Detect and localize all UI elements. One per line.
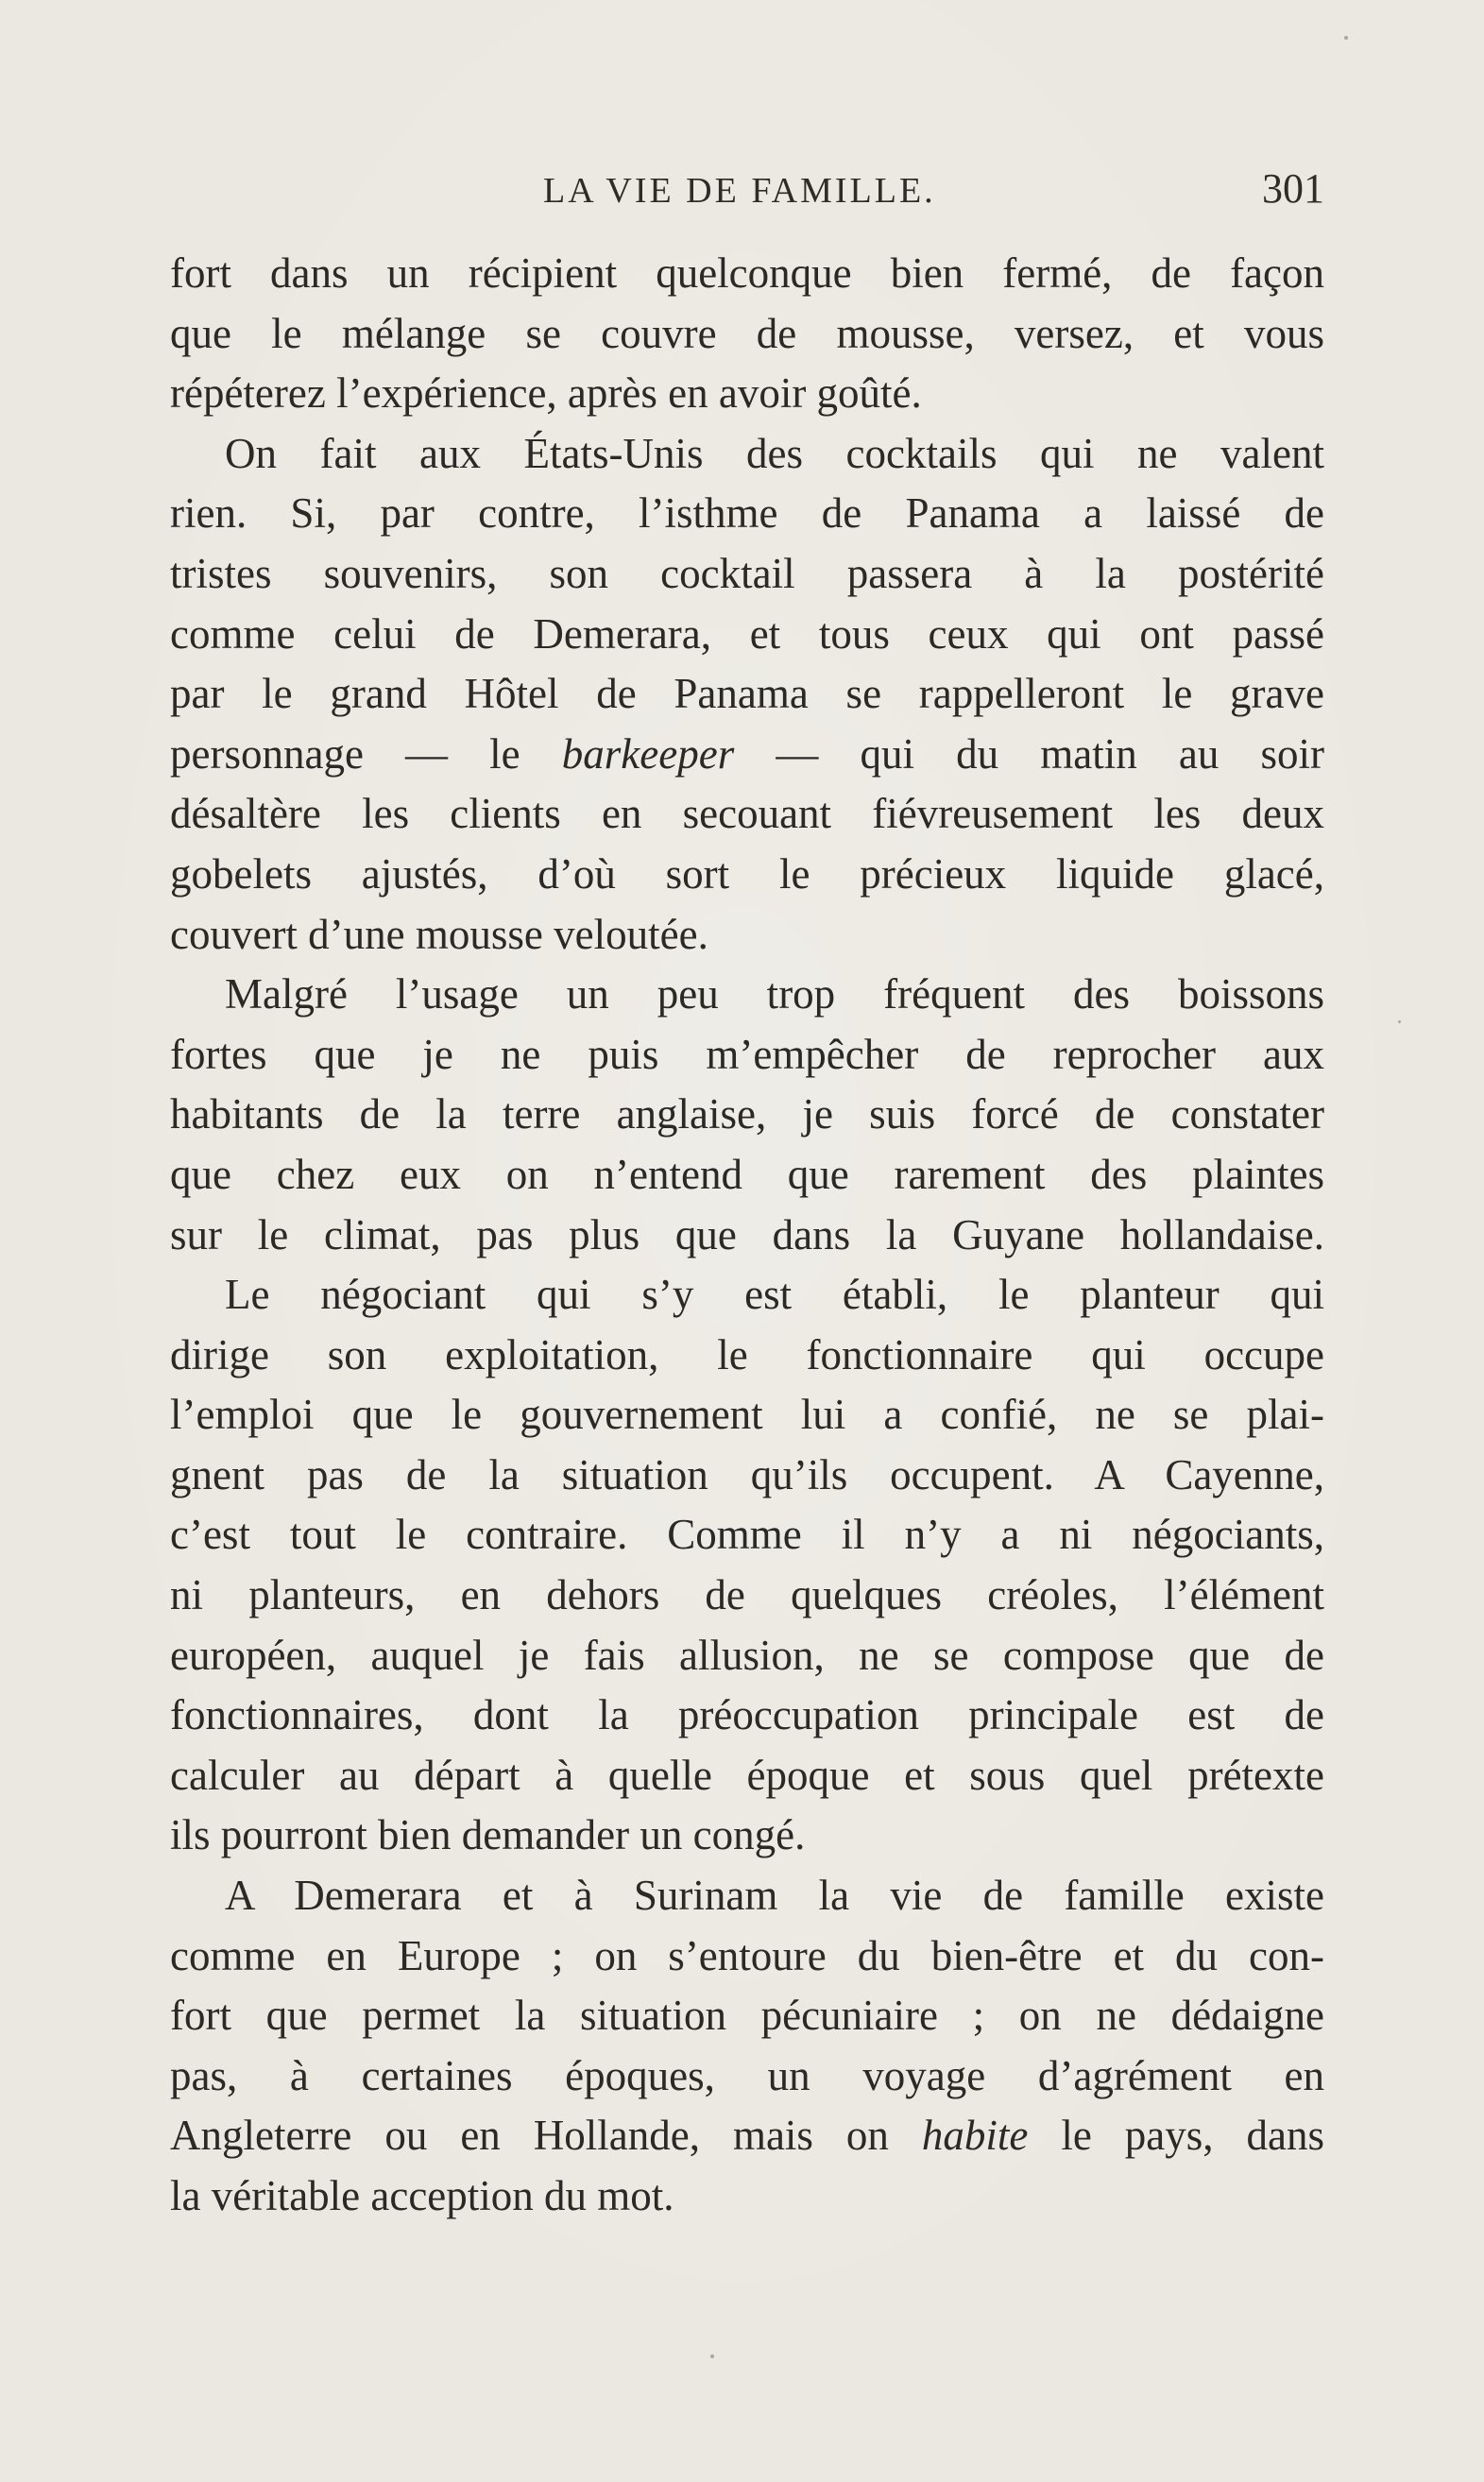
paragraph-1 bbox=[170, 244, 1324, 424]
text-line: rien. Si, par contre, l’isthme de Panama a laissé de bbox=[170, 489, 1324, 538]
text-line: tristes souvenirs, son cocktail passera à la postérité bbox=[170, 549, 1324, 597]
text-line: comme en Europe ; on s’entoure du bien-être et du con- bbox=[170, 1931, 1324, 1979]
text-line: gobelets ajustés, d’où sort le précieux liquide glacé, bbox=[170, 849, 1324, 898]
text-line: pas, à certaines époques, un voyage d’agrément en bbox=[170, 2051, 1324, 2099]
italic-word: barkeeper bbox=[561, 729, 735, 778]
text-line: On fait aux États-Unis des cocktails qui ne valent bbox=[225, 429, 1324, 477]
paper-speck bbox=[1398, 1020, 1401, 1023]
text-line: ni planteurs, en dehors de quelques créoles, l’élément bbox=[170, 1571, 1324, 1619]
text-line: que le mélange se couvre de mousse, versez, et vous bbox=[170, 309, 1324, 357]
text-line: gnent pas de la situation qu’ils occupent. A Cayenne, bbox=[170, 1450, 1324, 1498]
text-line: l’emploi que le gouvernement lui a confié, ne se plai- bbox=[170, 1391, 1324, 1439]
text-line: répéterez l’expérience, après en avoir goûté. bbox=[170, 369, 922, 418]
text-line: sur le climat, pas plus que dans la Guyane hollandaise. bbox=[170, 1210, 1324, 1258]
text-line: fortes que je ne puis m’empêcher de reprocher aux bbox=[170, 1030, 1324, 1078]
text-line: par le grand Hôtel de Panama se rappelleront le grave bbox=[170, 670, 1324, 718]
italic-word: habite bbox=[921, 2112, 1029, 2160]
text-line: Angleterre ou en Hollande, mais on habite le pays, dans bbox=[170, 2112, 1324, 2160]
text-line: calculer au départ à quelle époque et sous quel prétexte bbox=[170, 1751, 1324, 1799]
page-number: 301 bbox=[1262, 165, 1324, 212]
text-line: comme celui de Demerara, et tous ceux qui ont passé bbox=[170, 609, 1324, 658]
paragraph-3 bbox=[170, 965, 1324, 1866]
text-line: ils pourront bien demander un congé. bbox=[170, 1811, 806, 1859]
text-line: A Demerara et à Surinam la vie de famille existe bbox=[225, 1872, 1324, 1920]
text-line: désaltère les clients en secouant fiévreusement les deux bbox=[170, 790, 1324, 838]
text-line: c’est tout le contraire. Comme il n’y a ni négociants, bbox=[170, 1511, 1324, 1559]
text-line: que chez eux on n’entend que rarement des plaintes bbox=[170, 1150, 1324, 1198]
paragraph-2 bbox=[170, 424, 1324, 965]
text-line: fonctionnaires, dont la préoccupation principale est de bbox=[170, 1691, 1324, 1739]
text-line: la véritable acception du mot. bbox=[170, 2172, 674, 2219]
paper-speck bbox=[1344, 36, 1348, 40]
page-header bbox=[170, 165, 1324, 227]
text-line: couvert d’une mousse veloutée. bbox=[170, 910, 708, 958]
text-line: habitants de la terre anglaise, je suis forcé de constater bbox=[170, 1090, 1324, 1138]
text-body bbox=[170, 244, 1324, 2227]
running-title: LA VIE DE FAMILLE. bbox=[543, 171, 936, 211]
paper-speck bbox=[710, 2354, 714, 2358]
text-line: personnage — le barkeeper — qui du matin au soir bbox=[170, 729, 1324, 778]
text-line: dirige son exploitation, le fonctionnaire qui occupe bbox=[170, 1330, 1324, 1378]
text-line: fort dans un récipient quelconque bien fermé, de façon bbox=[170, 249, 1324, 297]
text-line: fort que permet la situation pécuniaire ; on ne dédaigne bbox=[170, 1992, 1324, 2040]
text-line: Le négociant qui s’y est établi, le planteur qui bbox=[225, 1271, 1324, 1319]
paragraph-4 bbox=[170, 1866, 1324, 2227]
text-line: Malgré l’usage un peu trop fréquent des boissons bbox=[225, 970, 1324, 1018]
text-line: européen, auquel je fais allusion, ne se compose que de bbox=[170, 1631, 1324, 1679]
